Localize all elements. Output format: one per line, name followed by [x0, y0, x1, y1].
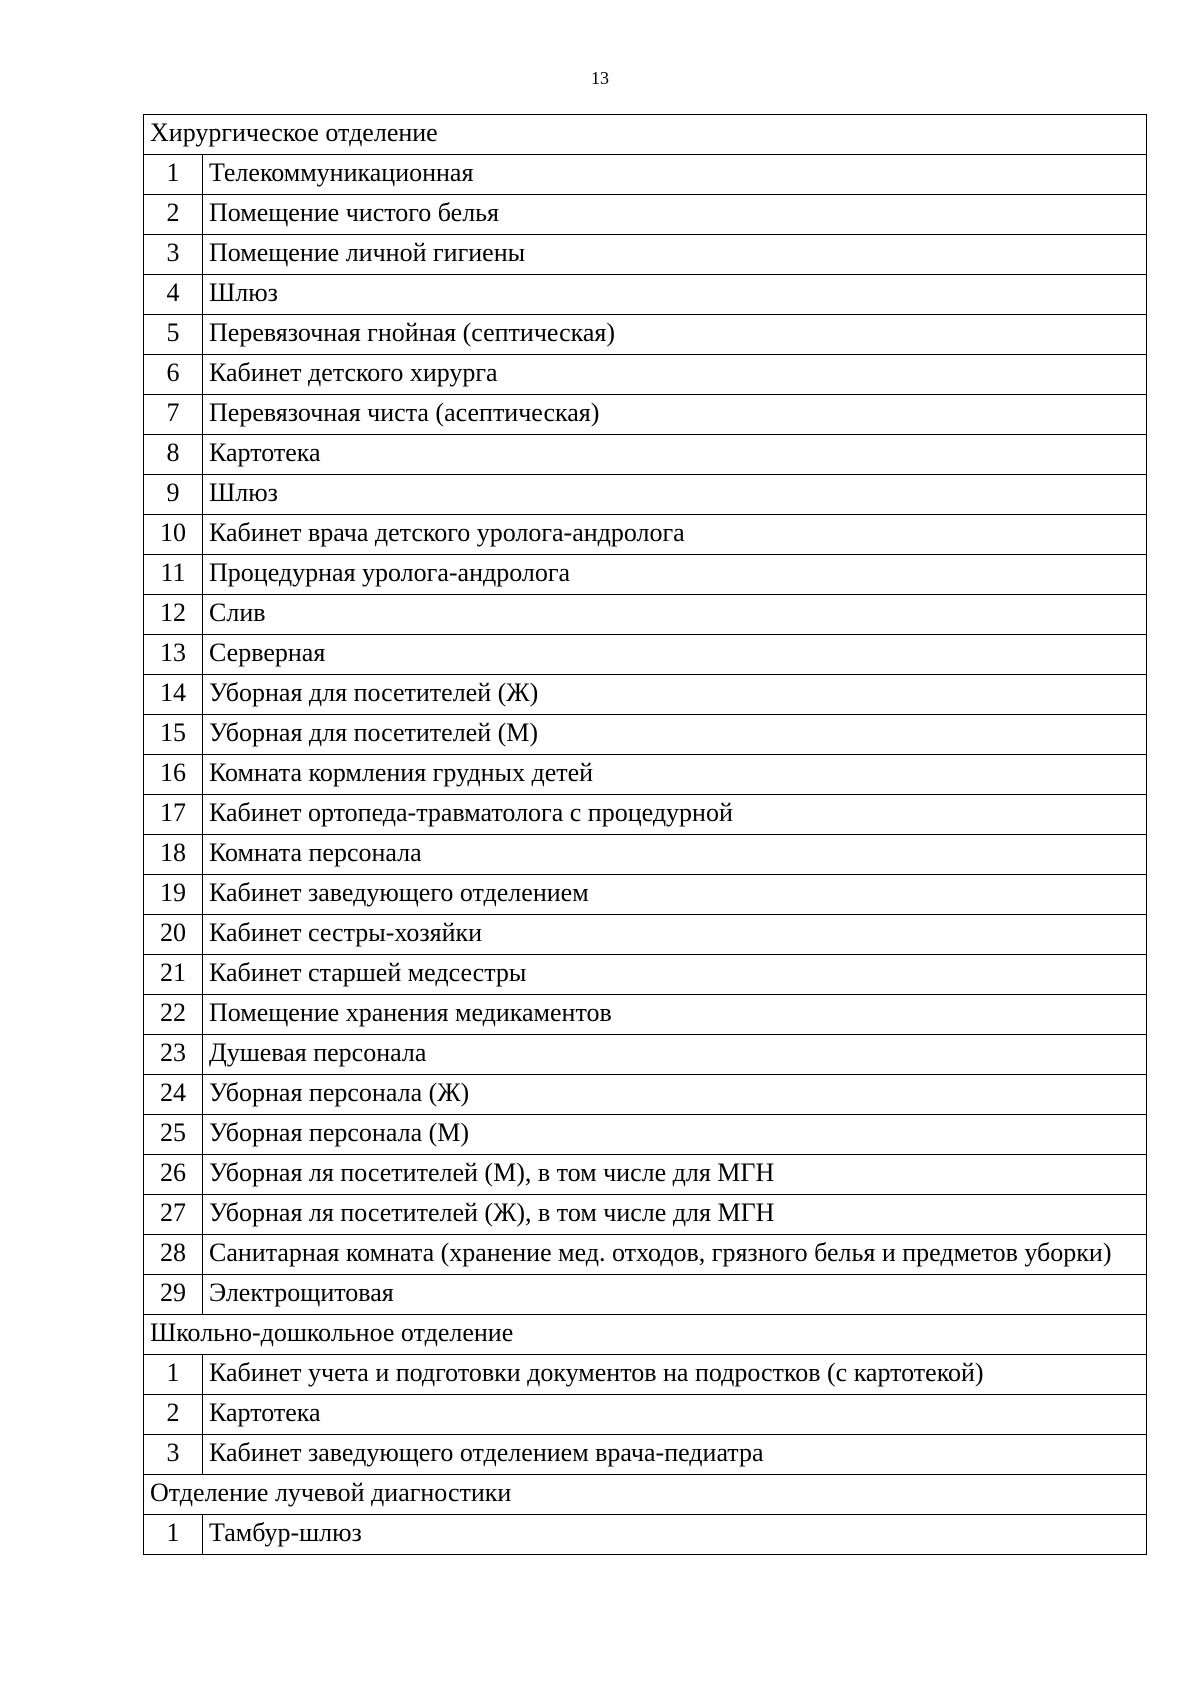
table-row [144, 555, 1147, 595]
row-number: 12 [144, 595, 203, 635]
section-header-row [144, 1475, 1147, 1515]
table-row [144, 1395, 1147, 1435]
table-row [144, 755, 1147, 795]
row-number: 15 [144, 715, 203, 755]
room-name: Тамбур-шлюз [203, 1515, 1147, 1555]
row-number: 20 [144, 915, 203, 955]
row-number: 14 [144, 675, 203, 715]
room-name: Шлюз [203, 275, 1147, 315]
table-row [144, 835, 1147, 875]
room-name: Уборная персонала (М) [203, 1115, 1147, 1155]
section-title: Хирургическое отделение [144, 115, 1147, 155]
table-row [144, 795, 1147, 835]
table-row [144, 715, 1147, 755]
row-number: 7 [144, 395, 203, 435]
room-name: Душевая персонала [203, 1035, 1147, 1075]
row-number: 17 [144, 795, 203, 835]
table-row [144, 1155, 1147, 1195]
table-row [144, 355, 1147, 395]
table-row [144, 875, 1147, 915]
room-name: Электрощитовая [203, 1275, 1147, 1315]
table-row [144, 1355, 1147, 1395]
room-name: Телекоммуникационная [203, 155, 1147, 195]
row-number: 13 [144, 635, 203, 675]
row-number: 22 [144, 995, 203, 1035]
table-row [144, 1515, 1147, 1555]
table-row [144, 235, 1147, 275]
room-name: Картотека [203, 1395, 1147, 1435]
room-name: Перевязочная чиста (асептическая) [203, 395, 1147, 435]
table-row [144, 315, 1147, 355]
row-number: 24 [144, 1075, 203, 1115]
room-name: Помещение хранения медикаментов [203, 995, 1147, 1035]
room-name: Кабинет старшей медсестры [203, 955, 1147, 995]
row-number: 6 [144, 355, 203, 395]
row-number: 4 [144, 275, 203, 315]
row-number: 16 [144, 755, 203, 795]
table-row [144, 1115, 1147, 1155]
row-number: 23 [144, 1035, 203, 1075]
room-name: Кабинет заведующего отделением врача-педиатра [203, 1435, 1147, 1475]
room-name: Комната персонала [203, 835, 1147, 875]
table-row [144, 275, 1147, 315]
room-name: Кабинет учета и подготовки документов на подростков (с картотекой) [203, 1355, 1147, 1395]
room-name: Кабинет врача детского уролога-андролога [203, 515, 1147, 555]
table-row [144, 395, 1147, 435]
table-row [144, 435, 1147, 475]
room-name: Слив [203, 595, 1147, 635]
table-row [144, 635, 1147, 675]
table-row [144, 955, 1147, 995]
table-row [144, 1195, 1147, 1235]
room-name: Уборная персонала (Ж) [203, 1075, 1147, 1115]
row-number: 5 [144, 315, 203, 355]
row-number: 2 [144, 195, 203, 235]
table-row [144, 155, 1147, 195]
room-name: Шлюз [203, 475, 1147, 515]
room-name: Кабинет детского хирурга [203, 355, 1147, 395]
row-number: 21 [144, 955, 203, 995]
row-number: 27 [144, 1195, 203, 1235]
row-number: 3 [144, 235, 203, 275]
table-row [144, 675, 1147, 715]
room-name: Картотека [203, 435, 1147, 475]
room-name: Помещение чистого белья [203, 195, 1147, 235]
room-name: Процедурная уролога-андролога [203, 555, 1147, 595]
room-name: Серверная [203, 635, 1147, 675]
section-header-row [144, 1315, 1147, 1355]
row-number: 25 [144, 1115, 203, 1155]
row-number: 1 [144, 1355, 203, 1395]
row-number: 28 [144, 1235, 203, 1275]
table-row [144, 1275, 1147, 1315]
section-header-row [144, 115, 1147, 155]
section-title: Школьно-дошкольное отделение [144, 1315, 1147, 1355]
table-row [144, 995, 1147, 1035]
row-number: 1 [144, 1515, 203, 1555]
room-name: Уборная ля посетителей (М), в том числе для МГН [203, 1155, 1147, 1195]
page-number: 13 [591, 68, 609, 88]
room-name: Уборная для посетителей (М) [203, 715, 1147, 755]
room-name: Уборная ля посетителей (Ж), в том числе для МГН [203, 1195, 1147, 1235]
table-row [144, 1075, 1147, 1115]
row-number: 9 [144, 475, 203, 515]
row-number: 10 [144, 515, 203, 555]
row-number: 3 [144, 1435, 203, 1475]
table-row [144, 1035, 1147, 1075]
table-row [144, 1435, 1147, 1475]
room-name: Уборная для посетителей (Ж) [203, 675, 1147, 715]
room-name: Кабинет ортопеда-травматолога с процедурной [203, 795, 1147, 835]
room-name: Кабинет заведующего отделением [203, 875, 1147, 915]
row-number: 18 [144, 835, 203, 875]
room-name: Перевязочная гнойная (септическая) [203, 315, 1147, 355]
row-number: 8 [144, 435, 203, 475]
row-number: 19 [144, 875, 203, 915]
room-name: Кабинет сестры-хозяйки [203, 915, 1147, 955]
table-row [144, 515, 1147, 555]
room-name: Санитарная комната (хранение мед. отходов, грязного белья и предметов уборки) [203, 1235, 1147, 1275]
room-name: Помещение личной гигиены [203, 235, 1147, 275]
table-row [144, 915, 1147, 955]
row-number: 2 [144, 1395, 203, 1435]
table-row [144, 1235, 1147, 1275]
row-number: 1 [144, 155, 203, 195]
row-number: 29 [144, 1275, 203, 1315]
rooms-table [143, 114, 1147, 1555]
row-number: 11 [144, 555, 203, 595]
table-row [144, 475, 1147, 515]
room-name: Комната кормления грудных детей [203, 755, 1147, 795]
row-number: 26 [144, 1155, 203, 1195]
table-row [144, 595, 1147, 635]
rooms-table-body [144, 115, 1147, 1555]
table-row [144, 195, 1147, 235]
section-title: Отделение лучевой диагностики [144, 1475, 1147, 1515]
